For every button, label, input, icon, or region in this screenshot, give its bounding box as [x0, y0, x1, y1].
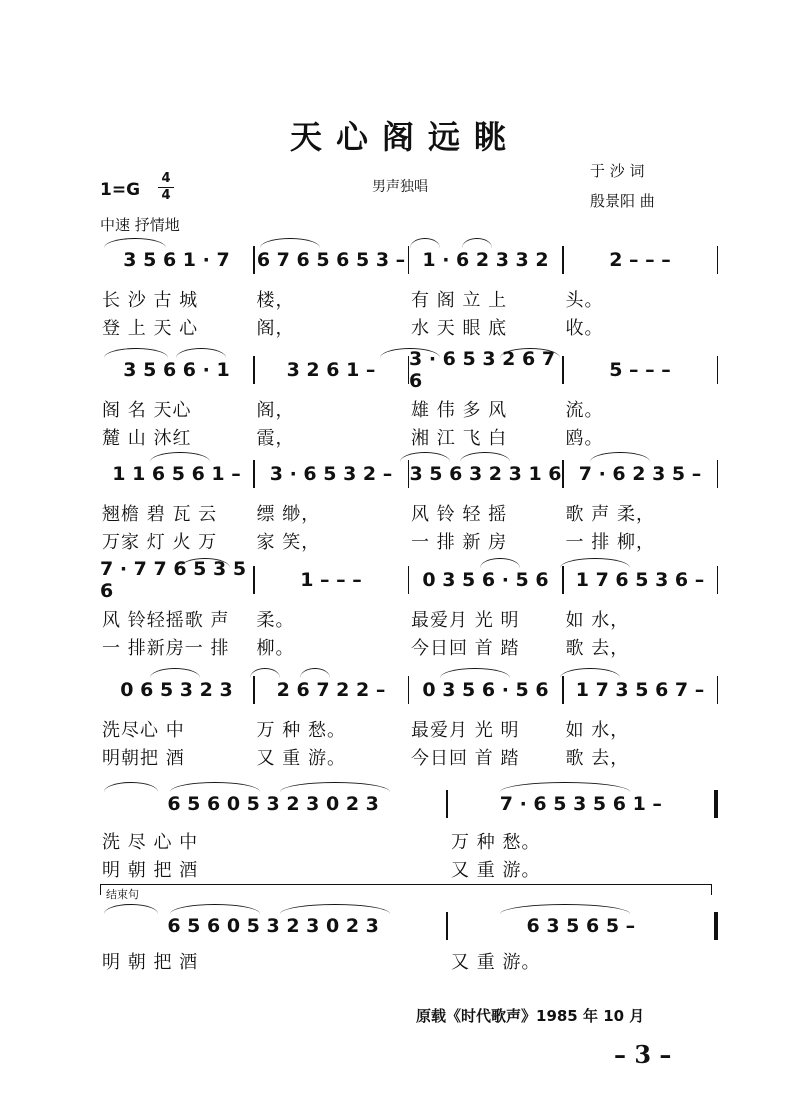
lyric-verse-1 — [100, 500, 718, 524]
lyric-verse-1 — [100, 396, 718, 420]
lyric-segment: 万 种 愁。 — [256, 720, 346, 741]
lyric-verse-1 — [100, 716, 718, 740]
notation-line — [100, 676, 718, 704]
measure: 3 2 6 1 – — [286, 359, 376, 381]
page-number: – 3 – — [614, 1040, 672, 1069]
lyric-segment: 阁， — [256, 318, 295, 339]
lyric-segment: 明 朝 把 酒 — [102, 860, 199, 881]
lyric-segment: 长 沙 古 城 — [102, 290, 199, 311]
lyric-segment: 阁， — [256, 400, 295, 421]
time-signature-bottom: 4 — [161, 188, 171, 203]
coda-label: 结束句 — [106, 888, 139, 901]
lyric-segment: 如 水， — [565, 720, 630, 741]
lyricist-credit: 于 沙 词 — [590, 162, 645, 180]
lyric-segment: 歌 去， — [565, 638, 630, 659]
measure: 0 3 5 6 · 5 6 — [422, 679, 549, 701]
lyric-segment: 今日回 首 踏 — [411, 748, 520, 769]
lyric-segment: 鸥。 — [565, 428, 604, 449]
barline — [717, 246, 719, 274]
lyric-verse-2 — [100, 314, 718, 338]
time-signature — [158, 172, 174, 203]
lyric-segment: 又 重 游。 — [451, 860, 541, 881]
lyric-verse-1 — [100, 828, 718, 852]
measure: 0 6 5 3 2 3 — [120, 679, 233, 701]
composer-credit: 殷景阳 曲 — [590, 192, 655, 210]
song-title: 天心阁远眺 — [289, 118, 520, 156]
lyric-segment: 头。 — [565, 290, 604, 311]
measure: 1 1 6 5 6 1 – — [112, 463, 241, 485]
key-signature: 1=G — [100, 180, 141, 200]
lyric-segment: 万家 灯 火 万 — [102, 532, 218, 553]
lyric-verse-2 — [100, 856, 718, 880]
lyric-segment: 如 水， — [565, 610, 630, 631]
performance-type: 男声独唱 — [372, 179, 428, 195]
lyric-segment: 收。 — [565, 318, 604, 339]
measure: 7 · 6 2 3 5 – — [578, 463, 702, 485]
lyric-segment: 有 阁 立 上 — [411, 290, 508, 311]
lyric-segment: 流。 — [565, 400, 604, 421]
lyric-verse-1 — [100, 948, 718, 972]
measure: 7 · 6 5 3 5 6 1 – — [499, 793, 662, 815]
tempo-marking: 中速 抒情地 — [100, 216, 180, 234]
repeat-barline — [714, 790, 718, 818]
measure: 2 6 7 2 2 – — [276, 679, 386, 701]
lyric-segment: 柔。 — [256, 610, 295, 631]
lyric-verse-1 — [100, 606, 718, 630]
lyric-segment: 麓 山 沐红 — [102, 428, 192, 449]
lyric-segment: 歌 去， — [565, 748, 630, 769]
lyric-segment: 登 上 天 心 — [102, 318, 199, 339]
measure: 3 · 6 5 3 2 – — [269, 463, 393, 485]
measure: 3 5 6 6 · 1 — [123, 359, 230, 381]
lyric-verse-1 — [100, 286, 718, 310]
lyric-segment: 明朝把 酒 — [102, 748, 185, 769]
lyric-segment: 今日回 首 踏 — [411, 638, 520, 659]
notation-line — [100, 246, 718, 274]
measure: 1 7 3 5 6 7 – — [575, 679, 705, 701]
lyric-segment: 霞， — [256, 428, 295, 449]
lyric-segment: 水 天 眼 底 — [411, 318, 508, 339]
notation-line — [100, 912, 718, 940]
lyric-segment: 又 重 游。 — [451, 952, 541, 973]
notation-line — [100, 790, 718, 818]
measure: 3 5 6 1 · 7 — [123, 249, 230, 271]
measure: 7 · 7 7 6 5 3 5 6 — [100, 558, 247, 602]
measure: 0 3 5 6 · 5 6 — [422, 569, 549, 591]
lyric-segment: 一 排新房一 排 — [102, 638, 230, 659]
lyric-segment: 缥 缈， — [256, 504, 321, 525]
measure: 1 · 6 2 3 3 2 — [422, 249, 549, 271]
lyric-segment: 风 铃 轻 摇 — [411, 504, 508, 525]
lyric-segment: 楼， — [256, 290, 295, 311]
lyric-verse-2 — [100, 744, 718, 768]
measure: 6 5 6 0 5 3 2 3 0 2 3 — [167, 793, 379, 815]
barline — [717, 356, 719, 384]
lyric-segment: 歌 声 柔， — [565, 504, 655, 525]
notation-line — [100, 348, 718, 392]
lyric-segment: 洗 尽 心 中 — [102, 832, 199, 853]
lyric-segment: 雄 伟 多 风 — [411, 400, 508, 421]
measure: 1 7 6 5 3 6 – — [575, 569, 705, 591]
barline — [717, 676, 719, 704]
lyric-segment: 又 重 游。 — [256, 748, 346, 769]
lyric-segment: 最爱月 光 明 — [411, 610, 520, 631]
lyric-segment: 一 排 柳， — [565, 532, 655, 553]
measure: 6 5 6 0 5 3 2 3 0 2 3 — [167, 915, 379, 937]
final-barline — [714, 912, 718, 940]
lyric-segment: 最爱月 光 明 — [411, 720, 520, 741]
coda-bracket — [100, 884, 712, 895]
lyric-segment: 翘檐 碧 瓦 云 — [102, 504, 218, 525]
measure: 3 5 6 3 2 3 1 6 — [409, 463, 562, 485]
measure: 1 – – – — [300, 569, 362, 591]
barline — [717, 566, 719, 594]
lyric-segment: 万 种 愁。 — [451, 832, 541, 853]
lyric-segment: 家 笑， — [256, 532, 321, 553]
lyric-verse-2 — [100, 528, 718, 552]
lyric-verse-2 — [100, 424, 718, 448]
measure: 3 · 6 5 3 2 6 7 6 — [409, 348, 556, 392]
lyric-segment: 明 朝 把 酒 — [102, 952, 199, 973]
time-signature-top: 4 — [161, 171, 171, 186]
barline — [717, 460, 719, 488]
lyric-segment: 洗尽心 中 — [102, 720, 185, 741]
lyric-segment: 一 排 新 房 — [411, 532, 508, 553]
lyric-segment: 湘 江 飞 白 — [411, 428, 508, 449]
lyric-verse-2 — [100, 634, 718, 658]
notation-line — [100, 460, 718, 488]
measure: 6 7 6 5 6 5 3 – — [256, 249, 406, 271]
measure: 5 – – – — [609, 359, 671, 381]
notation-line — [100, 558, 718, 602]
lyric-segment: 阁 名 天心 — [102, 400, 192, 421]
measure: 2 – – – — [609, 249, 671, 271]
lyric-segment: 风 铃轻摇歌 声 — [102, 610, 230, 631]
measure: 6 3 5 6 5 – — [526, 915, 636, 937]
source-note: 原载《时代歌声》1985 年 10 月 — [416, 1007, 645, 1025]
lyric-segment: 柳。 — [256, 638, 295, 659]
